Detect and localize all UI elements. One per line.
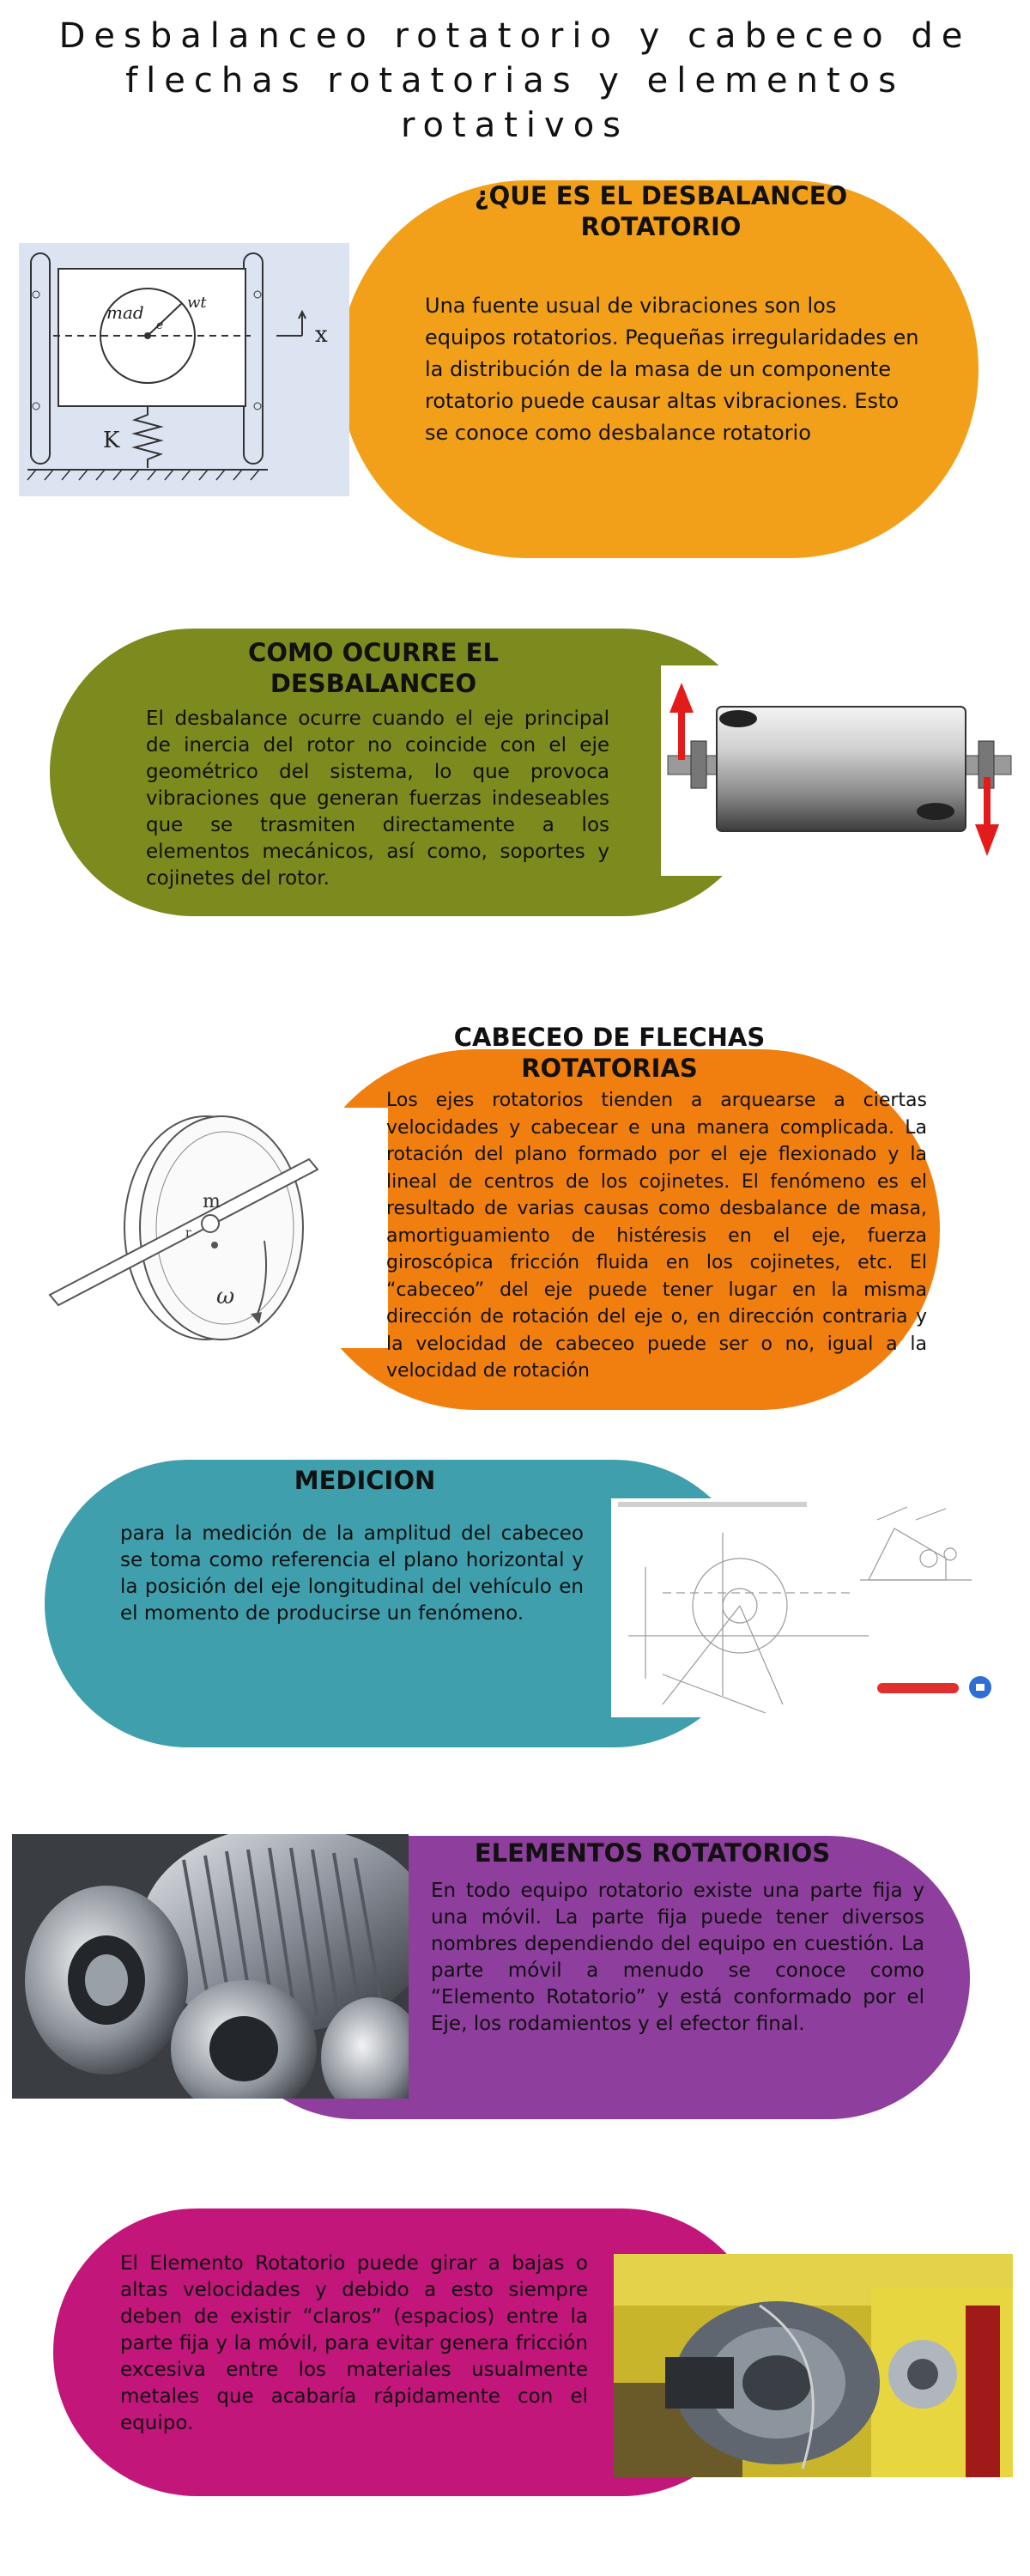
- section-4-text: para la medición de la amplitud del cabeceo se toma como referencia el plano horizontal y la posición del eje longitudinal del vehículo en el momento de producirse un fenómeno.: [120, 1522, 584, 1625]
- gears-photo: [12, 1834, 409, 2099]
- whirling-disc-illustration: [34, 1108, 388, 1348]
- unbalance-diagram: [19, 243, 349, 496]
- section-6-text: El Elemento Rotatorio puede girar a bajas o altas velocidades y debido a esto siempre deben de existir “claros” (espacios) entre la parte fija y la móvil, para evitar genera fricción excesiva entre los materiales usualmente metales que acabaría rápidamente con el equipo.: [120, 2252, 588, 2434]
- section-1-heading: ¿QUE ES EL DESBALANCEO ROTATORIO: [474, 181, 848, 241]
- measurement-drawing: [611, 1498, 1010, 1717]
- section-5-heading: ELEMENTOS ROTATORIOS: [474, 1838, 831, 1868]
- page-title: Desbalanceo rotatorio y cabeceo de flechas rotatorias y elementos rotativos: [58, 16, 972, 145]
- rotor-illustration: [661, 665, 1021, 876]
- section-3-text: Los ejes rotatorios tienden a arquearse a ciertas velocidades y cabecear e una manera complicada. La rotación del plano formado por el eje flexionado y la lineal de centros de los cojinetes. El fenómeno es el resultado de varias causas como desbalance de masa, amortiguamiento de histéresis en el eje, fuerza giroscópica fricción fluida en los cojinetes, etc. El “cabeceo” del eje puede tener lugar en la misma dirección de rotación del eje o, en dirección contraria y la velocidad de cabeceo puede ser o no, igual a la velocidad de rotación: [386, 1090, 927, 1382]
- section-5-text: En todo equipo rotatorio existe una parte fija y una móvil. La parte fija puede tener diversos nombres dependiendo del equipo en cuestión. La parte móvil a menudo se conoce como “Elemento Rotatorio” y está conformado por el Eje, los rodamientos y el efector final.: [431, 1880, 924, 2035]
- radius-r-label: r: [185, 1226, 191, 1240]
- spring-k-label: K: [103, 428, 120, 453]
- section-1-text: Una fuente usual de vibraciones son los equipos rotatorios. Pequeñas irregularidades en la distribución de la masa de un componente rotatorio puede causar altas vibraciones. Esto se conoce como desbalance rotatorio: [425, 294, 919, 445]
- e-label: e: [156, 319, 164, 332]
- section-3-heading: CABECEO DE FLECHAS ROTATORIAS: [453, 1023, 766, 1083]
- x-axis-label: x: [315, 322, 328, 348]
- section-2-heading: COMO OCURRE EL DESBALANCEO: [248, 638, 499, 698]
- section-2-text: El desbalance ocurre cuando el eje principal de inercia del rotor no coincide con el eje geométrico del sistema, lo que provoca vibraciones que generan fuerzas indeseables que se trasmiten directamente a los elementos mecánicos, así como, soportes y cojinetes del rotor.: [146, 708, 609, 890]
- mass-label: mad: [106, 302, 144, 323]
- mass-m-label: m: [203, 1191, 221, 1212]
- machine-photo: [614, 2254, 1013, 2477]
- wt-label: wt: [187, 294, 207, 312]
- omega-label: ω: [216, 1284, 235, 1309]
- section-4-heading: MEDICION: [294, 1466, 436, 1495]
